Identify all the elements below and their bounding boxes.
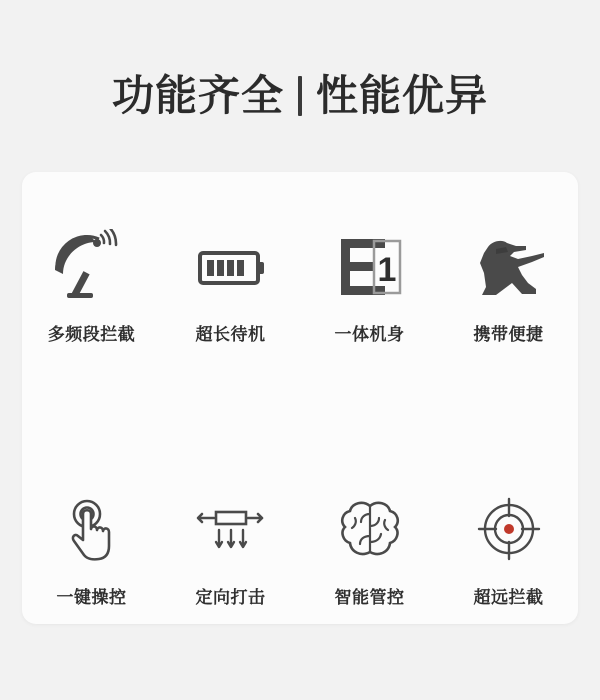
- headline-right: 性能优异: [316, 72, 489, 119]
- feature-label: 超远拦截: [473, 588, 544, 607]
- battery-icon: [188, 224, 274, 310]
- feature-label: 多频段拦截: [47, 325, 136, 344]
- feature-item-onekey: [32, 487, 152, 608]
- feature-item-smartcontrol: [310, 487, 430, 608]
- feature-label: 定向打击: [195, 588, 266, 607]
- feature-item-onepiece: [310, 224, 430, 345]
- feature-label: 一体机身: [334, 325, 405, 344]
- feature-grid: [22, 224, 578, 608]
- headline-left: 功能齐全: [111, 72, 284, 119]
- one-piece-body-icon: [327, 224, 413, 310]
- feature-label: 智能管控: [334, 588, 405, 607]
- feature-item-longrange: [449, 487, 569, 608]
- page-title: [0, 0, 600, 134]
- brain-icon: [327, 487, 413, 573]
- feature-item-portable: [449, 224, 569, 345]
- feature-row: [22, 224, 578, 345]
- feature-card: [22, 172, 578, 624]
- feature-item-standby: [171, 224, 291, 345]
- target-crosshair-icon: [466, 487, 552, 573]
- headline-divider: [298, 76, 302, 116]
- soldier-icon: [466, 224, 552, 310]
- feature-row: [22, 487, 578, 608]
- feature-item-multiband: [32, 224, 152, 345]
- feature-label: 携带便捷: [473, 325, 544, 344]
- feature-label: 一键操控: [56, 588, 127, 607]
- feature-item-directional: [171, 487, 291, 608]
- feature-label: 超长待机: [195, 325, 266, 344]
- svg-text:1: 1: [377, 251, 396, 289]
- directional-strike-icon: [188, 487, 274, 573]
- hand-tap-icon: [49, 487, 135, 573]
- satellite-dish-icon: [49, 224, 135, 310]
